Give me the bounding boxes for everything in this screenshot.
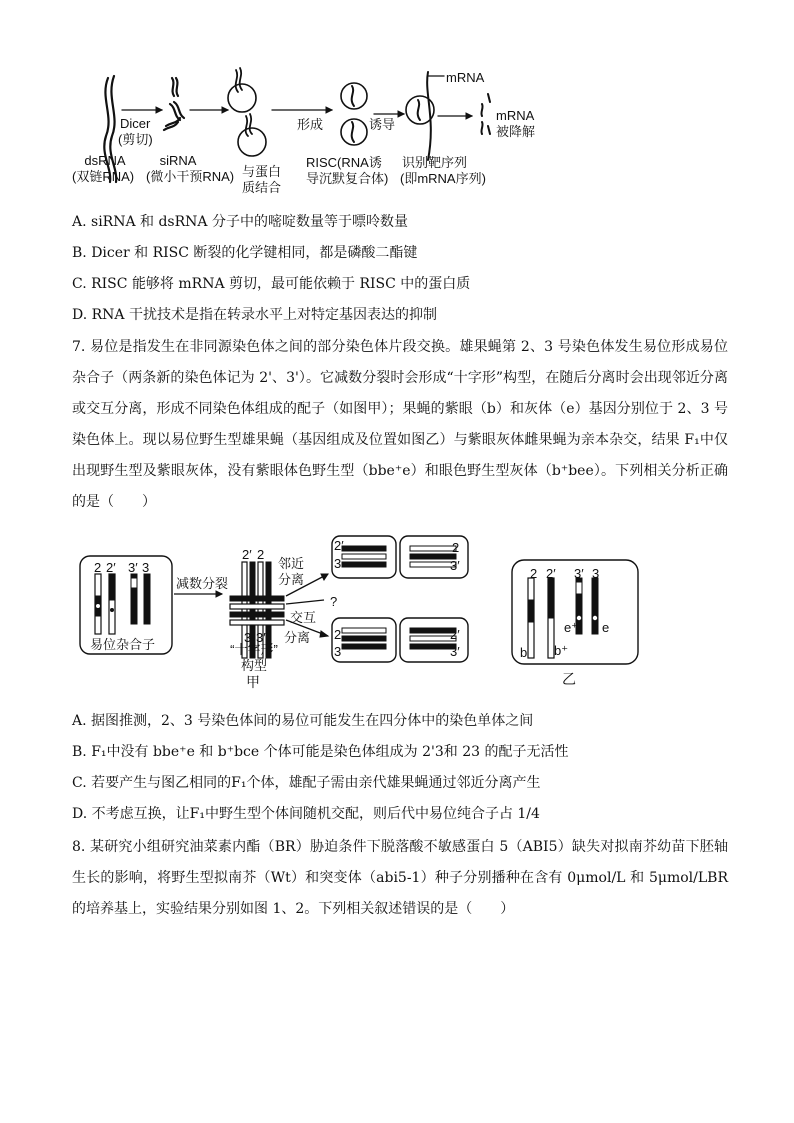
q7-option-b: B. F₁中没有 bbe⁺e 和 b⁺bce 个体可能是染色体组成为 2'3和 23 的配子无活性 <box>72 744 569 760</box>
q7-option-d: D. 不考虑互换，让F₁中野生型个体间随机交配，则后代中易位纯合子占 1/4 <box>72 806 540 822</box>
adjacent-label-2: 分离 <box>278 572 305 587</box>
protein-label-1: 与蛋白 <box>242 164 282 179</box>
dicer-sub-label: (剪切) <box>118 132 153 147</box>
cross-c2: 2 <box>257 547 265 562</box>
risc-label-1: RISC(RNA诱 <box>306 155 382 170</box>
q8-stem: 8. 某研究小组研究油菜素内酯（BR）胁迫条件下脱落酸不敏感蛋白 5（ABI5）缺失对拟南芥幼苗下胚轴生长的影响，将野生型拟南芥（Wt）和突变体（abi5-1）种子分别播种在含有 0μmol/L 和 5μmol/LBR 的培养基上，实验结果分别如图 1、2。下列相关叙述错误的是（ ） <box>72 839 728 917</box>
degrade-label: 被降解 <box>496 124 536 139</box>
cross-label-2: 构型 <box>240 658 267 673</box>
g4-c3p: 3′ <box>450 644 460 659</box>
g1-c3: 3 <box>334 556 342 571</box>
dsrna-label: dsRNA <box>84 153 126 168</box>
yi-c3: 3 <box>592 566 600 581</box>
hetero-c2p: 2′ <box>106 560 116 575</box>
dicer-label: Dicer <box>120 116 151 131</box>
g1-c2p: 2′ <box>334 538 344 553</box>
figure-yi-label: 乙 <box>562 671 576 687</box>
yi-c2: 2 <box>530 566 538 581</box>
recognition-label-2: (即mRNA序列) <box>400 171 486 186</box>
q7-option-c: C. 若要产生与图乙相同的F₁个体，雄配子需由亲代雄果蝇通过邻近分离产生 <box>72 775 541 791</box>
hetero-c3p: 3′ <box>128 560 138 575</box>
figure-jia-label: 甲 <box>246 674 260 690</box>
q6-option-a: A. siRNA 和 dsRNA 分子中的嘧啶数量等于嘌呤数量 <box>72 214 408 230</box>
alternate-label-1: 交互 <box>290 610 317 625</box>
q7-stem: 7. 易位是指发生在非同源染色体之间的部分染色体片段交换。雄果蝇第 2、3 号染色体发生易位形成易位杂合子（两条新的染色体记为 2'、3'）。它减数分裂时会形成“十字形”构型，在随后分离时会出现邻近分离或交互分离，形成不同染色体组成的配子（如图甲）；果蝇的紫眼（b）和灰体（e）基因分别位于 2、3 号染色体上。现以易位野生型雄果蝇（基因组成及位置如图乙）与紫眼灰体雌果蝇为亲本杂交，结果 F₁中仅出现野生型及紫眼灰体，没有紫眼体色野生型（bbe⁺e）和眼色野生型灰体（b⁺bee）。下列相关分析正确的是（ ） <box>72 339 728 510</box>
degraded-mrna <box>481 104 482 134</box>
g3-c3: 3 <box>334 644 342 659</box>
yi-bplus: b⁺ <box>554 643 569 658</box>
risc-label-2: 导沉默复合体) <box>306 171 389 186</box>
adjacent-label-1: 邻近 <box>278 556 305 571</box>
alternate-label-2: 分离 <box>284 630 311 645</box>
mrna-degraded-label: mRNA <box>496 108 535 123</box>
yi-c3p: 3′ <box>574 566 584 581</box>
q7-option-a: A. 据图推测，2、3 号染色体间的易位可能发生在四分体中的染色单体之间 <box>72 713 534 729</box>
cross-c3: 3 <box>244 630 252 645</box>
protein-circle <box>228 84 256 112</box>
protein-label-2: 质结合 <box>242 180 282 195</box>
g2-c2: 2 <box>452 540 460 555</box>
form-label: 形成 <box>297 117 324 132</box>
g2-c3p: 3′ <box>450 558 460 573</box>
hetero-c3: 3 <box>142 560 150 575</box>
yi-eplus: e⁺ <box>564 620 579 635</box>
yi-b: b <box>520 645 528 660</box>
dsrna-sub-label: (双链RNA) <box>72 169 135 184</box>
recognition-label-1: 识别靶序列 <box>402 155 468 170</box>
g3-c2: 2 <box>334 627 342 642</box>
cross-c3p: 3′ <box>256 630 266 645</box>
mrna-label: mRNA <box>446 70 485 85</box>
induce-label: 诱导 <box>369 117 396 132</box>
sirna-pieces <box>172 78 178 96</box>
hetero-c2: 2 <box>94 560 102 575</box>
question-label: ? <box>330 594 338 609</box>
cross-label-1: “十字形” <box>230 642 278 657</box>
meiosis-label: 减数分裂 <box>176 576 229 591</box>
sirna-label: siRNA <box>159 153 197 168</box>
yi-e: e <box>602 620 610 635</box>
hetero-label: 易位杂合子 <box>90 637 156 652</box>
g4-c2p: 2′ <box>450 627 460 642</box>
sirna-sub-label: (微小干预RNA) <box>146 169 235 184</box>
q6-option-b: B. Dicer 和 RISC 断裂的化学键相同，都是磷酸二酯键 <box>72 245 418 261</box>
cross-c2p: 2′ <box>242 547 252 562</box>
yi-c2p: 2′ <box>546 566 556 581</box>
q6-option-d: D. RNA 干扰技术是指在转录水平上对特定基因表达的抑制 <box>72 307 437 323</box>
q6-option-c: C. RISC 能够将 mRNA 剪切，最可能依赖于 RISC 中的蛋白质 <box>72 276 471 292</box>
